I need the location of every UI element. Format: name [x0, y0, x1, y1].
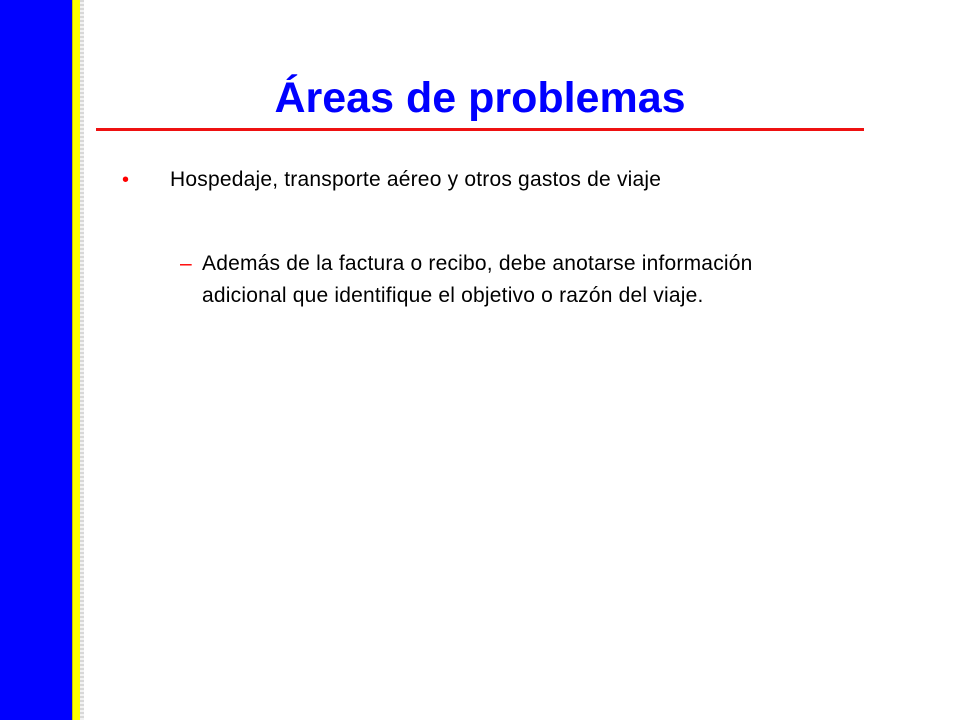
title-underline [96, 128, 864, 131]
slide-title: Áreas de problemas [274, 74, 686, 122]
bullet-item [122, 166, 842, 194]
sidebar-blue-bar [0, 0, 72, 720]
bullet-text: Hospedaje, transporte aéreo y otros gastos de viaje [170, 168, 662, 191]
sub-bullet-marker: – [180, 252, 192, 275]
bullet-marker: • [122, 169, 130, 191]
sub-bullet-item [180, 248, 840, 312]
sub-bullet-text: Además de la factura o recibo, debe anotarse información adicional que identifique el objetivo o razón del viaje. [202, 252, 753, 307]
sidebar-shadow-edge [80, 0, 84, 720]
